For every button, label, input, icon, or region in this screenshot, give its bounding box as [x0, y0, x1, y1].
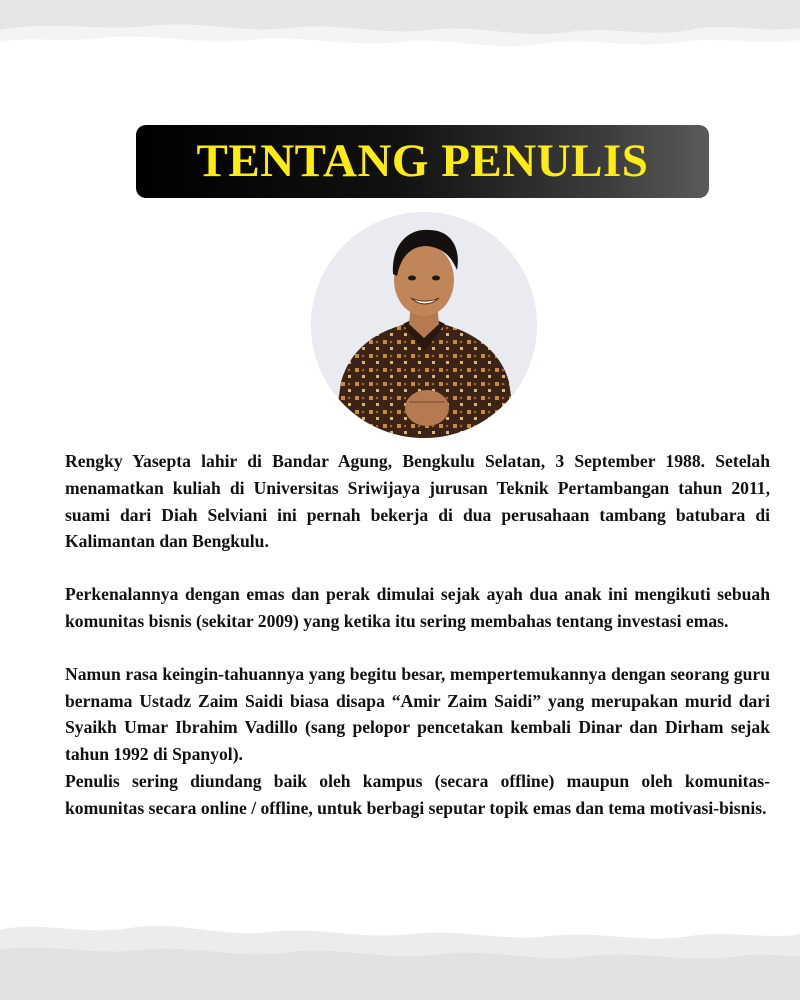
bio-paragraph: Namun rasa keingin-tahuannya yang begitu besar, mempertemukannya dengan seorang guru bernama Ustadz Zaim Saidi biasa disapa “Amir Zaim Saidi” yang merupakan murid dari Syaikh Umar Ibrahim Vadillo (sang pelopor pencetakan kembali Dinar dan Dirham sejak tahun 1992 di Spanyol). [65, 663, 770, 765]
torn-paper-bottom-edge [0, 890, 800, 1000]
bio-paragraph: Rengky Yasepta lahir di Bandar Agung, Bengkulu Selatan, 3 September 1988. Setelah menamatkan kuliah di Universitas Sriwijaya jurusan Teknik Pertambangan tahun 2011, suami dari Diah Selviani ini pernah bekerja di dua perusahaan tambang batubara di Kalimantan dan Bengkulu. [65, 451, 770, 552]
torn-paper-top-edge [0, 0, 800, 70]
title-banner [136, 125, 709, 198]
author-biography [65, 448, 770, 822]
author-portrait-illustration [311, 212, 537, 438]
author-photo [311, 212, 537, 438]
bio-paragraph: Penulis sering diundang baik oleh kampus (secara offline) maupun oleh komunitas-komunitas secara online / offline, untuk berbagi seputar topik emas dan tema motivasi-bisnis. [65, 770, 770, 818]
bio-paragraph: Perkenalannya dengan emas dan perak dimulai sejak ayah dua anak ini mengikuti sebuah komunitas bisnis (sekitar 2009) yang ketika itu sering membahas tentang investasi emas. [65, 584, 770, 631]
page-title: TENTANG PENULIS [196, 135, 649, 187]
